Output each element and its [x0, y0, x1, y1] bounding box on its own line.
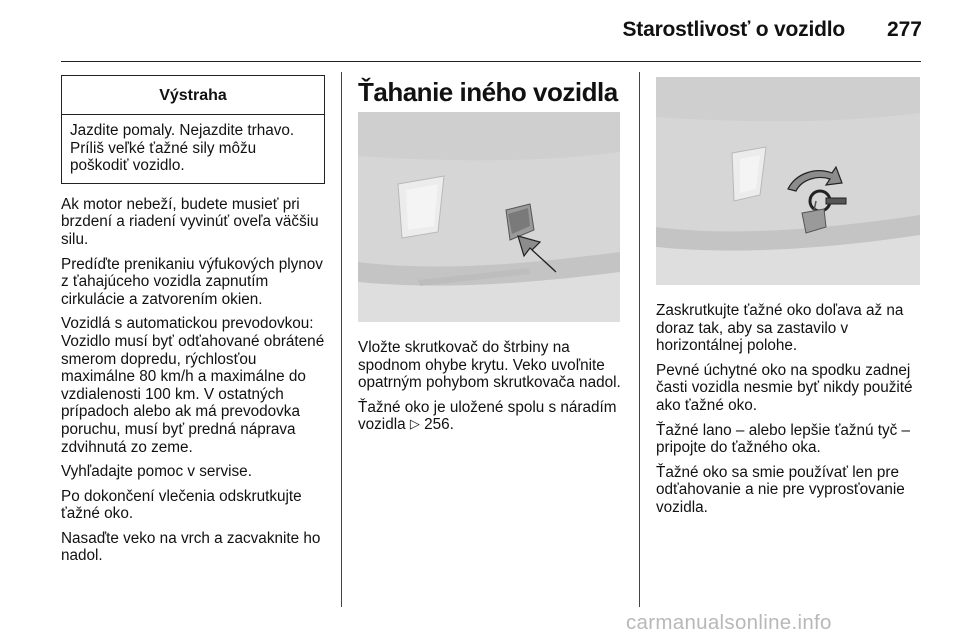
paragraph: Po dokončení vlečenia odskrutkujte ťažné oko. [61, 487, 302, 523]
column-2-body [358, 339, 624, 441]
page-number: 277 [886, 18, 922, 41]
column-divider-1 [341, 72, 342, 607]
paragraph: Vyhľadajte pomoc v servise. [61, 463, 252, 481]
figure-towing-eye-installation [656, 77, 920, 285]
paragraph: Vozidlá s automatickou prevodovkou: Vozidlo musí byť odťahované obrátené smerom dopredu, rýchlosťou maximálne 80 km/h a maximálne do vzdialenosti 100 km. V ostatných prípadoch alebo ak má prevodovka poruchu, musí byť predná náprava zdvihnutá zo zeme. [61, 315, 325, 456]
warning-title: Výstraha [62, 76, 324, 115]
paragraph: Vložte skrutkovač do štrbiny na spodnom ohybe krytu. Veko uvoľnite opatrným pohybom skrutkovača nadol. [358, 339, 621, 392]
paragraph: Predíďte prenikaniu výfukových plynov z ťahajúceho vozidla zapnutím cirkulácie a zatvorením okien. [61, 255, 323, 308]
watermark: carmanualsonline.info [626, 611, 832, 634]
running-header-title: Starostlivosť o vozidlo [622, 18, 845, 41]
column-divider-2 [639, 72, 640, 607]
column-1 [61, 75, 327, 572]
page-reference-icon[interactable]: ▷ [409, 416, 420, 432]
warning-box [61, 75, 325, 184]
column-3-body [656, 302, 922, 524]
paragraph: Pevné úchytné oko na spodku zadnej časti vozidla nesmie byť nikdy použité ako ťažné oko. [656, 361, 913, 414]
figure-bumper-cover-removal [358, 112, 620, 322]
warning-text: Jazdite pomaly. Nejazdite trhavo. Príliš veľké ťažné sily môžu poškodiť vozidlo. [70, 122, 295, 175]
paragraph: Zaskrutkujte ťažné oko doľava až na doraz tak, aby sa zastavilo v horizontálnej polohe. [656, 302, 904, 355]
header-rule [61, 61, 921, 62]
column-1-body [61, 196, 327, 565]
paragraph-text: Ťažné oko je uložené spolu s náradím vozidla [358, 398, 617, 434]
paragraph: Ak motor nebeží, budete musieť pri brzdení a riadení vyvinúť oveľa väčšiu silu. [61, 195, 319, 248]
paragraph [358, 399, 624, 434]
column-2 [358, 75, 624, 111]
paragraph: Nasaďte veko na vrch a zacvaknite ho nadol. [61, 529, 321, 565]
paragraph: Ťažné lano – alebo lepšie ťažnú tyč – pripojte do ťažného oka. [656, 421, 911, 457]
paragraph: Ťažné oko sa smie používať len pre odťahovanie a nie pre vyprosťovanie vozidla. [656, 463, 905, 516]
page-reference[interactable]: 256. [424, 416, 454, 434]
section-heading: Ťahanie iného vozidla [358, 77, 618, 107]
